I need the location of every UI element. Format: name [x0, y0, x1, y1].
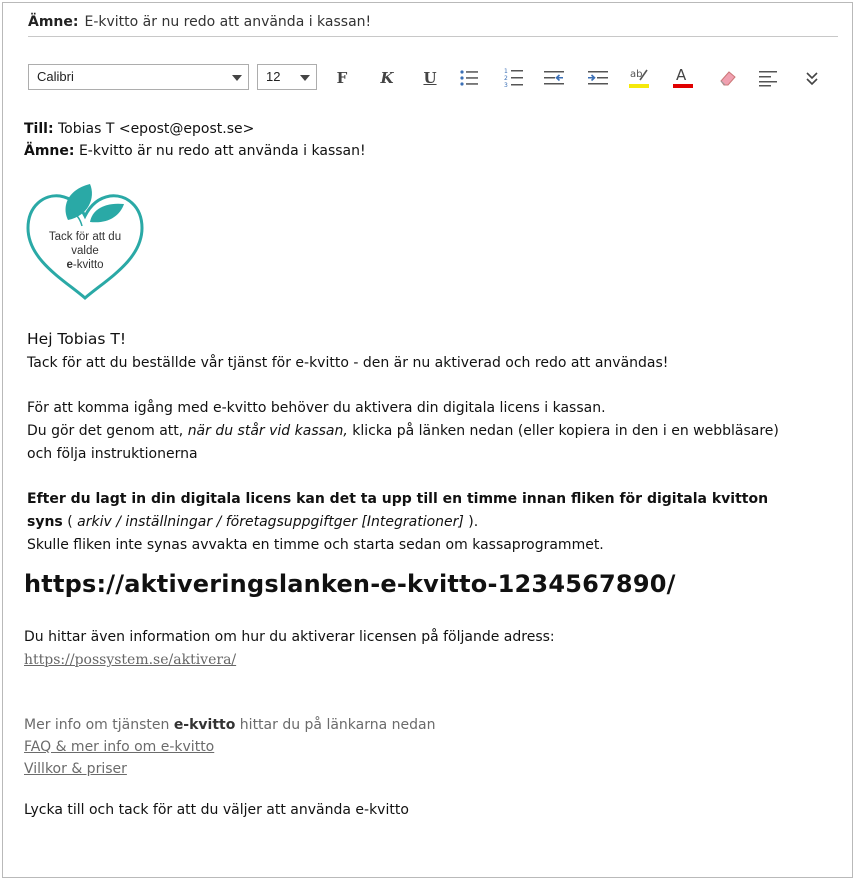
tab-path-bold: syns — [27, 514, 63, 530]
tab-path-italic: arkiv / inställningar / företagsuppgiftger [Integrationer] — [77, 514, 464, 530]
formatting-toolbar — [28, 64, 828, 92]
logo-line-3-bold: e — [66, 259, 73, 271]
font-color-icon — [672, 66, 694, 90]
underline-button[interactable] — [416, 64, 444, 92]
info-text: Du hittar även information om hur du aktiverar licensen på följande adress: — [24, 629, 555, 645]
highlight-icon — [628, 66, 650, 90]
logo-line-1: Tack för att du — [48, 231, 122, 243]
tab-path-a: ( — [62, 514, 78, 530]
paragraph-restart: Skulle fliken inte synas avvakta en timme och starta sedan om kassaprogrammet. — [27, 537, 604, 553]
paragraph-how-italic: när du står vid kassan, — [187, 423, 348, 439]
font-size-value: 12 — [266, 69, 281, 84]
eraser-icon — [718, 68, 738, 88]
to-label: Till: — [24, 121, 54, 137]
paragraph-tab-path — [27, 511, 847, 534]
logo-line-3-rest: -kvitto — [72, 259, 104, 271]
align-button[interactable] — [754, 64, 782, 92]
subject-label: Ämne: — [24, 143, 75, 159]
subject-value: E-kvitto är nu redo att använda i kassan! — [78, 143, 366, 159]
tab-path-b: ). — [463, 514, 479, 530]
more-info-a: Mer info om tjänsten — [24, 717, 174, 733]
terms-link[interactable]: Villkor & priser — [24, 761, 127, 777]
faq-link[interactable]: FAQ & mer info om e-kvitto — [24, 739, 215, 755]
subject-field-label: Ämne: — [28, 14, 79, 30]
message-header — [24, 118, 844, 162]
logo-line-2: valde — [71, 245, 99, 257]
align-left-icon — [758, 69, 778, 87]
greeting: Hej Tobias T! — [27, 330, 127, 348]
paragraph-how-a: Du gör det genom att, — [27, 423, 188, 439]
double-chevron-down-icon — [805, 70, 819, 86]
info-link[interactable]: https://possystem.se/aktivera/ — [24, 652, 237, 668]
decrease-indent-button[interactable] — [540, 64, 568, 92]
underline-icon: U — [423, 69, 437, 87]
paragraph-activate: För att komma igång med e-kvitto behöver du aktivera din digitala licens i kassan. — [27, 400, 606, 416]
info-block — [24, 626, 555, 672]
increase-indent-icon — [587, 69, 609, 87]
paragraph-thanks: Tack för att du beställde vår tjänst för e-kvitto - den är nu aktiverad och redo att användas! — [27, 355, 669, 371]
more-options-button[interactable] — [798, 64, 826, 92]
svg-text:A: A — [676, 66, 687, 84]
clear-formatting-button[interactable] — [714, 64, 742, 92]
more-info-text — [24, 714, 435, 736]
paragraph-how-b: klicka på länken nedan (eller kopiera in den i en webbläsare) — [347, 423, 779, 439]
paragraph-license-note: Efter du lagt in din digitala licens kan det ta upp till en timme innan fliken för digitala kvitton — [27, 491, 769, 507]
subject-field-value[interactable]: E-kvitto är nu redo att använda i kassan! — [84, 14, 372, 30]
decrease-indent-icon — [543, 69, 565, 87]
bullet-list-button[interactable] — [455, 64, 483, 92]
more-info-block — [24, 714, 435, 780]
font-family-value: Calibri — [37, 69, 74, 84]
increase-indent-button[interactable] — [584, 64, 612, 92]
paragraph-follow: och följa instruktionerna — [27, 446, 198, 462]
bullet-list-icon — [459, 68, 479, 88]
paragraph-how — [27, 420, 847, 443]
font-size-select[interactable] — [257, 64, 317, 90]
italic-icon: K — [380, 69, 394, 87]
chevron-down-icon — [300, 75, 310, 81]
numbered-list-icon — [504, 67, 524, 89]
e-kvitto-logo — [24, 180, 146, 304]
closing-line: Lycka till och tack för att du väljer att använda e-kvitto — [24, 802, 409, 818]
font-family-select[interactable] — [28, 64, 249, 90]
to-value: Tobias T <epost@epost.se> — [58, 121, 255, 137]
numbered-list-button[interactable] — [500, 64, 528, 92]
subject-field[interactable] — [28, 14, 838, 37]
chevron-down-icon — [232, 75, 242, 81]
bold-button[interactable] — [328, 64, 356, 92]
highlight-color-swatch — [629, 84, 649, 88]
font-color-swatch — [673, 84, 693, 88]
italic-button[interactable] — [373, 64, 401, 92]
svg-text:ab: ab — [630, 69, 643, 80]
message-body — [27, 352, 847, 557]
highlight-button[interactable] — [625, 64, 653, 92]
font-color-button[interactable] — [669, 64, 697, 92]
more-info-b: hittar du på länkarna nedan — [235, 717, 436, 733]
activation-link[interactable]: https://aktiveringslanken-e-kvitto-1234567890/ — [24, 570, 676, 598]
svg-text:3: 3 — [504, 82, 508, 89]
svg-text:2: 2 — [504, 75, 508, 82]
more-info-bold: e-kvitto — [173, 717, 236, 733]
bold-icon: F — [336, 69, 348, 87]
svg-text:1: 1 — [504, 68, 508, 75]
